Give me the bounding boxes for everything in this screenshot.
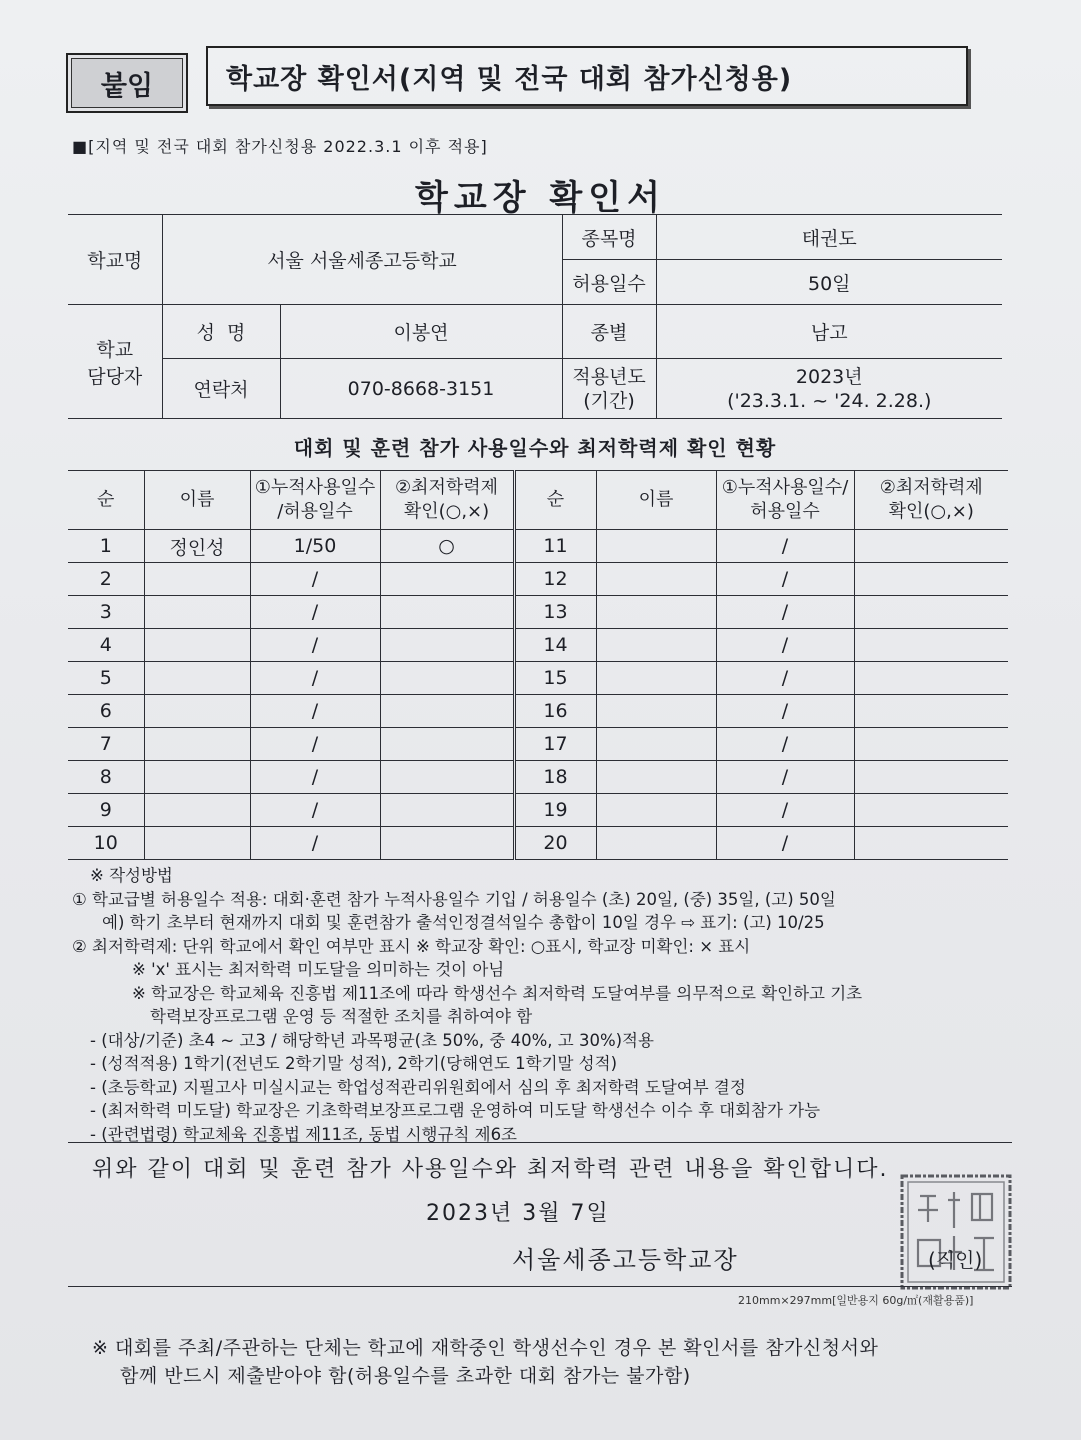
sport-value: 태권도	[656, 215, 1002, 260]
instruction-line: - (초등학교) 지필고사 미실시교는 학업성적관리위원회에서 심의 후 최저학력 도달여부 결정	[90, 1077, 746, 1097]
cell-name	[144, 761, 250, 794]
cell-min	[380, 695, 514, 728]
cell-no-right: 20	[514, 827, 596, 860]
cell-used-right: /	[716, 563, 854, 596]
gender-label: 종별	[562, 305, 656, 359]
cell-name: 정인성	[144, 530, 250, 563]
table-row	[68, 629, 1008, 662]
info-table	[68, 214, 1002, 419]
contact-label: 연락처	[162, 359, 280, 419]
cell-used: /	[250, 827, 380, 860]
cell-name-right	[596, 629, 716, 662]
instruction-line: - (성적적용) 1학기(전년도 2학기말 성적), 2학기(당해연도 1학기말 성적)	[90, 1054, 618, 1073]
official-seal-icon	[896, 1170, 1016, 1294]
cell-no: 1	[68, 530, 144, 563]
cell-used: /	[250, 761, 380, 794]
instruction-line: ① 학교급별 허용일수 적용: 대회·훈련 참가 누적사용일수 기입 / 허용일수 (초) 20일, (중) 35일, (고) 50일	[72, 889, 836, 909]
cell-no: 6	[68, 695, 144, 728]
col-header-used	[250, 471, 380, 530]
cell-no: 7	[68, 728, 144, 761]
col-header-no-right: 순	[514, 471, 596, 530]
cell-min	[380, 761, 514, 794]
cell-min-right	[854, 827, 1008, 860]
table-row	[68, 827, 1008, 860]
cell-min-right	[854, 662, 1008, 695]
attachment-tag	[66, 53, 188, 113]
cell-name-right	[596, 563, 716, 596]
period-year: 2023년	[795, 365, 863, 388]
col-header-used-right-line2: 허용일수	[750, 501, 820, 522]
instruction-line: - (최저학력 미도달) 학교장은 기초학력보장프로그램 운영하여 미도달 학생선수 이수 후 대회참가 가능	[90, 1101, 821, 1120]
staff-label-line1: 학교	[96, 338, 134, 361]
cell-name-right	[596, 794, 716, 827]
cell-name	[144, 629, 250, 662]
cell-min-right	[854, 530, 1008, 563]
instruction-line: - (대상/기준) 초4 ~ 고3 / 해당학년 과목평균(초 50%, 중 40%, 고 30%)적용	[90, 1030, 654, 1050]
paper-spec-note: 210mm×297mm[일반용지 60g/㎡(재활용품)]	[738, 1294, 974, 1307]
instructions	[72, 864, 1012, 1146]
table-row	[68, 794, 1008, 827]
instructions-title: ※ 작성방법	[90, 866, 173, 885]
cell-used-right: /	[716, 794, 854, 827]
cell-used-right: /	[716, 596, 854, 629]
cell-min	[380, 827, 514, 860]
col-header-used-line1: ①누적사용일수	[254, 477, 376, 498]
issue-date: 2023년 3월 7일	[426, 1201, 610, 1226]
cell-used: /	[250, 662, 380, 695]
col-header-name-right: 이름	[596, 471, 716, 530]
cell-name	[144, 695, 250, 728]
cell-name	[144, 728, 250, 761]
seal-label: (직인)	[928, 1248, 983, 1272]
cell-name-right	[596, 695, 716, 728]
col-header-min-right	[854, 471, 1008, 530]
cell-no-right: 18	[514, 761, 596, 794]
cell-no-right: 11	[514, 530, 596, 563]
instruction-line: - (관련법령) 학교체육 진흥법 제11조, 동법 시행규칙 제6조	[90, 1124, 517, 1144]
submission-note	[92, 1334, 878, 1390]
divider	[68, 1286, 1012, 1287]
cell-no: 5	[68, 662, 144, 695]
cell-used-right: /	[716, 827, 854, 860]
cell-used: /	[250, 596, 380, 629]
cell-min	[380, 662, 514, 695]
cell-name	[144, 827, 250, 860]
table-row	[68, 695, 1008, 728]
instruction-line: 예) 학기 초부터 현재까지 대회 및 훈련참가 출석인정결석일수 총합이 10일 경우 ⇨ 표기: (고) 10/25	[102, 913, 825, 932]
cell-used: 1/50	[250, 530, 380, 563]
cell-min-right	[854, 596, 1008, 629]
document-heading-box	[206, 46, 968, 106]
gender-value: 남고	[656, 305, 1002, 359]
cell-min-right	[854, 761, 1008, 794]
page-title: 학교장 확인서	[415, 178, 666, 218]
cell-no: 9	[68, 794, 144, 827]
cell-name-right	[596, 728, 716, 761]
cell-min	[380, 629, 514, 662]
cell-used-right: /	[716, 728, 854, 761]
col-header-no: 순	[68, 471, 144, 530]
staff-label	[68, 305, 162, 419]
instruction-line: ※ 'x' 표시는 최저학력 미도달을 의미하는 것이 아님	[132, 960, 505, 979]
days-value: 50일	[656, 260, 1002, 305]
cell-used: /	[250, 695, 380, 728]
name-value: 이봉연	[280, 305, 562, 359]
cell-no: 2	[68, 563, 144, 596]
col-header-min-line1: ②최저학력제	[394, 477, 499, 498]
cell-no-right: 15	[514, 662, 596, 695]
cell-used: /	[250, 563, 380, 596]
cell-no-right: 17	[514, 728, 596, 761]
table-row	[68, 530, 1008, 563]
principal-name: 서울세종고등학교장	[512, 1246, 739, 1274]
submission-note-line2: 함께 반드시 제출받아야 함(허용일수를 초과한 대회 참가는 불가함)	[120, 1365, 691, 1387]
cell-no-right: 14	[514, 629, 596, 662]
col-header-name: 이름	[144, 471, 250, 530]
divider	[68, 1142, 1012, 1143]
cell-no: 4	[68, 629, 144, 662]
cell-used-right: /	[716, 662, 854, 695]
table-row	[68, 596, 1008, 629]
table-row	[68, 662, 1008, 695]
sport-label: 종목명	[562, 215, 656, 260]
cell-min-right	[854, 794, 1008, 827]
name-label: 성 명	[162, 305, 280, 359]
applicability-note: ■[지역 및 전국 대회 참가신청용 2022.3.1 이후 적용]	[72, 137, 488, 156]
document-heading: 학교장 확인서(지역 및 전국 대회 참가신청용)	[226, 63, 793, 95]
instruction-line: ※ 학교장은 학교체육 진흥법 제11조에 따라 학생선수 최저학력 도달여부를 의무적으로 확인하고 기초	[132, 983, 863, 1003]
period-label-line2: (기간)	[583, 389, 635, 412]
cell-no-right: 19	[514, 794, 596, 827]
attachment-tag-label: 붙임	[100, 70, 154, 102]
period-value	[656, 359, 1002, 419]
period-label-line1: 적용년도	[572, 365, 646, 388]
cell-used-right: /	[716, 695, 854, 728]
col-header-min-right-line1: ②최저학력제	[879, 477, 983, 498]
submission-note-line1: ※ 대회를 주최/주관하는 단체는 학교에 재학중인 학생선수인 경우 본 확인서를 참가신청서와	[92, 1337, 879, 1359]
cell-used: /	[250, 794, 380, 827]
cell-min	[380, 596, 514, 629]
cell-no-right: 12	[514, 563, 596, 596]
col-header-min-line2: 확인(○,×)	[403, 501, 490, 522]
col-header-used-right-line1: ①누적사용일수/	[721, 477, 849, 498]
period-label	[562, 359, 656, 419]
cell-name-right	[596, 596, 716, 629]
cell-min-right	[854, 563, 1008, 596]
cell-min	[380, 794, 514, 827]
cell-used-right: /	[716, 629, 854, 662]
instruction-line: ② 최저학력제: 단위 학교에서 확인 여부만 표시 ※ 학교장 확인: ○표시, 학교장 미확인: × 표시	[72, 936, 751, 956]
cell-no: 3	[68, 596, 144, 629]
col-header-used-line2: /허용일수	[277, 501, 353, 522]
col-header-min-right-line2: 확인(○,×)	[888, 501, 974, 522]
staff-label-line2: 담당자	[87, 365, 143, 388]
school-label: 학교명	[68, 215, 162, 305]
days-label: 허용일수	[562, 260, 656, 305]
cell-min: ○	[380, 530, 514, 563]
cell-name-right	[596, 827, 716, 860]
cell-used-right: /	[716, 530, 854, 563]
cell-name	[144, 563, 250, 596]
cell-used-right: /	[716, 761, 854, 794]
cell-name-right	[596, 662, 716, 695]
cell-no: 8	[68, 761, 144, 794]
col-header-used-right	[716, 471, 854, 530]
cell-min	[380, 728, 514, 761]
confirmation-statement: 위와 같이 대회 및 훈련 참가 사용일수와 최저학력 관련 내용을 확인합니다.	[92, 1157, 889, 1182]
instruction-line: 학력보장프로그램 운영 등 적절한 조치를 취하여야 함	[150, 1007, 533, 1026]
col-header-min	[380, 471, 514, 530]
school-value: 서울 서울세종고등학교	[162, 215, 562, 305]
cell-name	[144, 794, 250, 827]
status-subtitle: 대회 및 훈련 참가 사용일수와 최저학력제 확인 현황	[293, 436, 777, 460]
period-range: ('23.3.1. ~ '24. 2.28.)	[727, 389, 932, 412]
table-header-row	[68, 471, 1008, 530]
table-row	[68, 761, 1008, 794]
cell-name	[144, 662, 250, 695]
cell-name-right	[596, 530, 716, 563]
cell-name-right	[596, 761, 716, 794]
cell-min-right	[854, 695, 1008, 728]
cell-used: /	[250, 629, 380, 662]
cell-min-right	[854, 728, 1008, 761]
cell-used: /	[250, 728, 380, 761]
cell-no-right: 16	[514, 695, 596, 728]
cell-min-right	[854, 629, 1008, 662]
cell-min	[380, 563, 514, 596]
contact-value: 070-8668-3151	[280, 359, 562, 419]
cell-name	[144, 596, 250, 629]
cell-no: 10	[68, 827, 144, 860]
cell-no-right: 13	[514, 596, 596, 629]
participation-table	[68, 470, 1008, 860]
table-row	[68, 563, 1008, 596]
table-row	[68, 728, 1008, 761]
